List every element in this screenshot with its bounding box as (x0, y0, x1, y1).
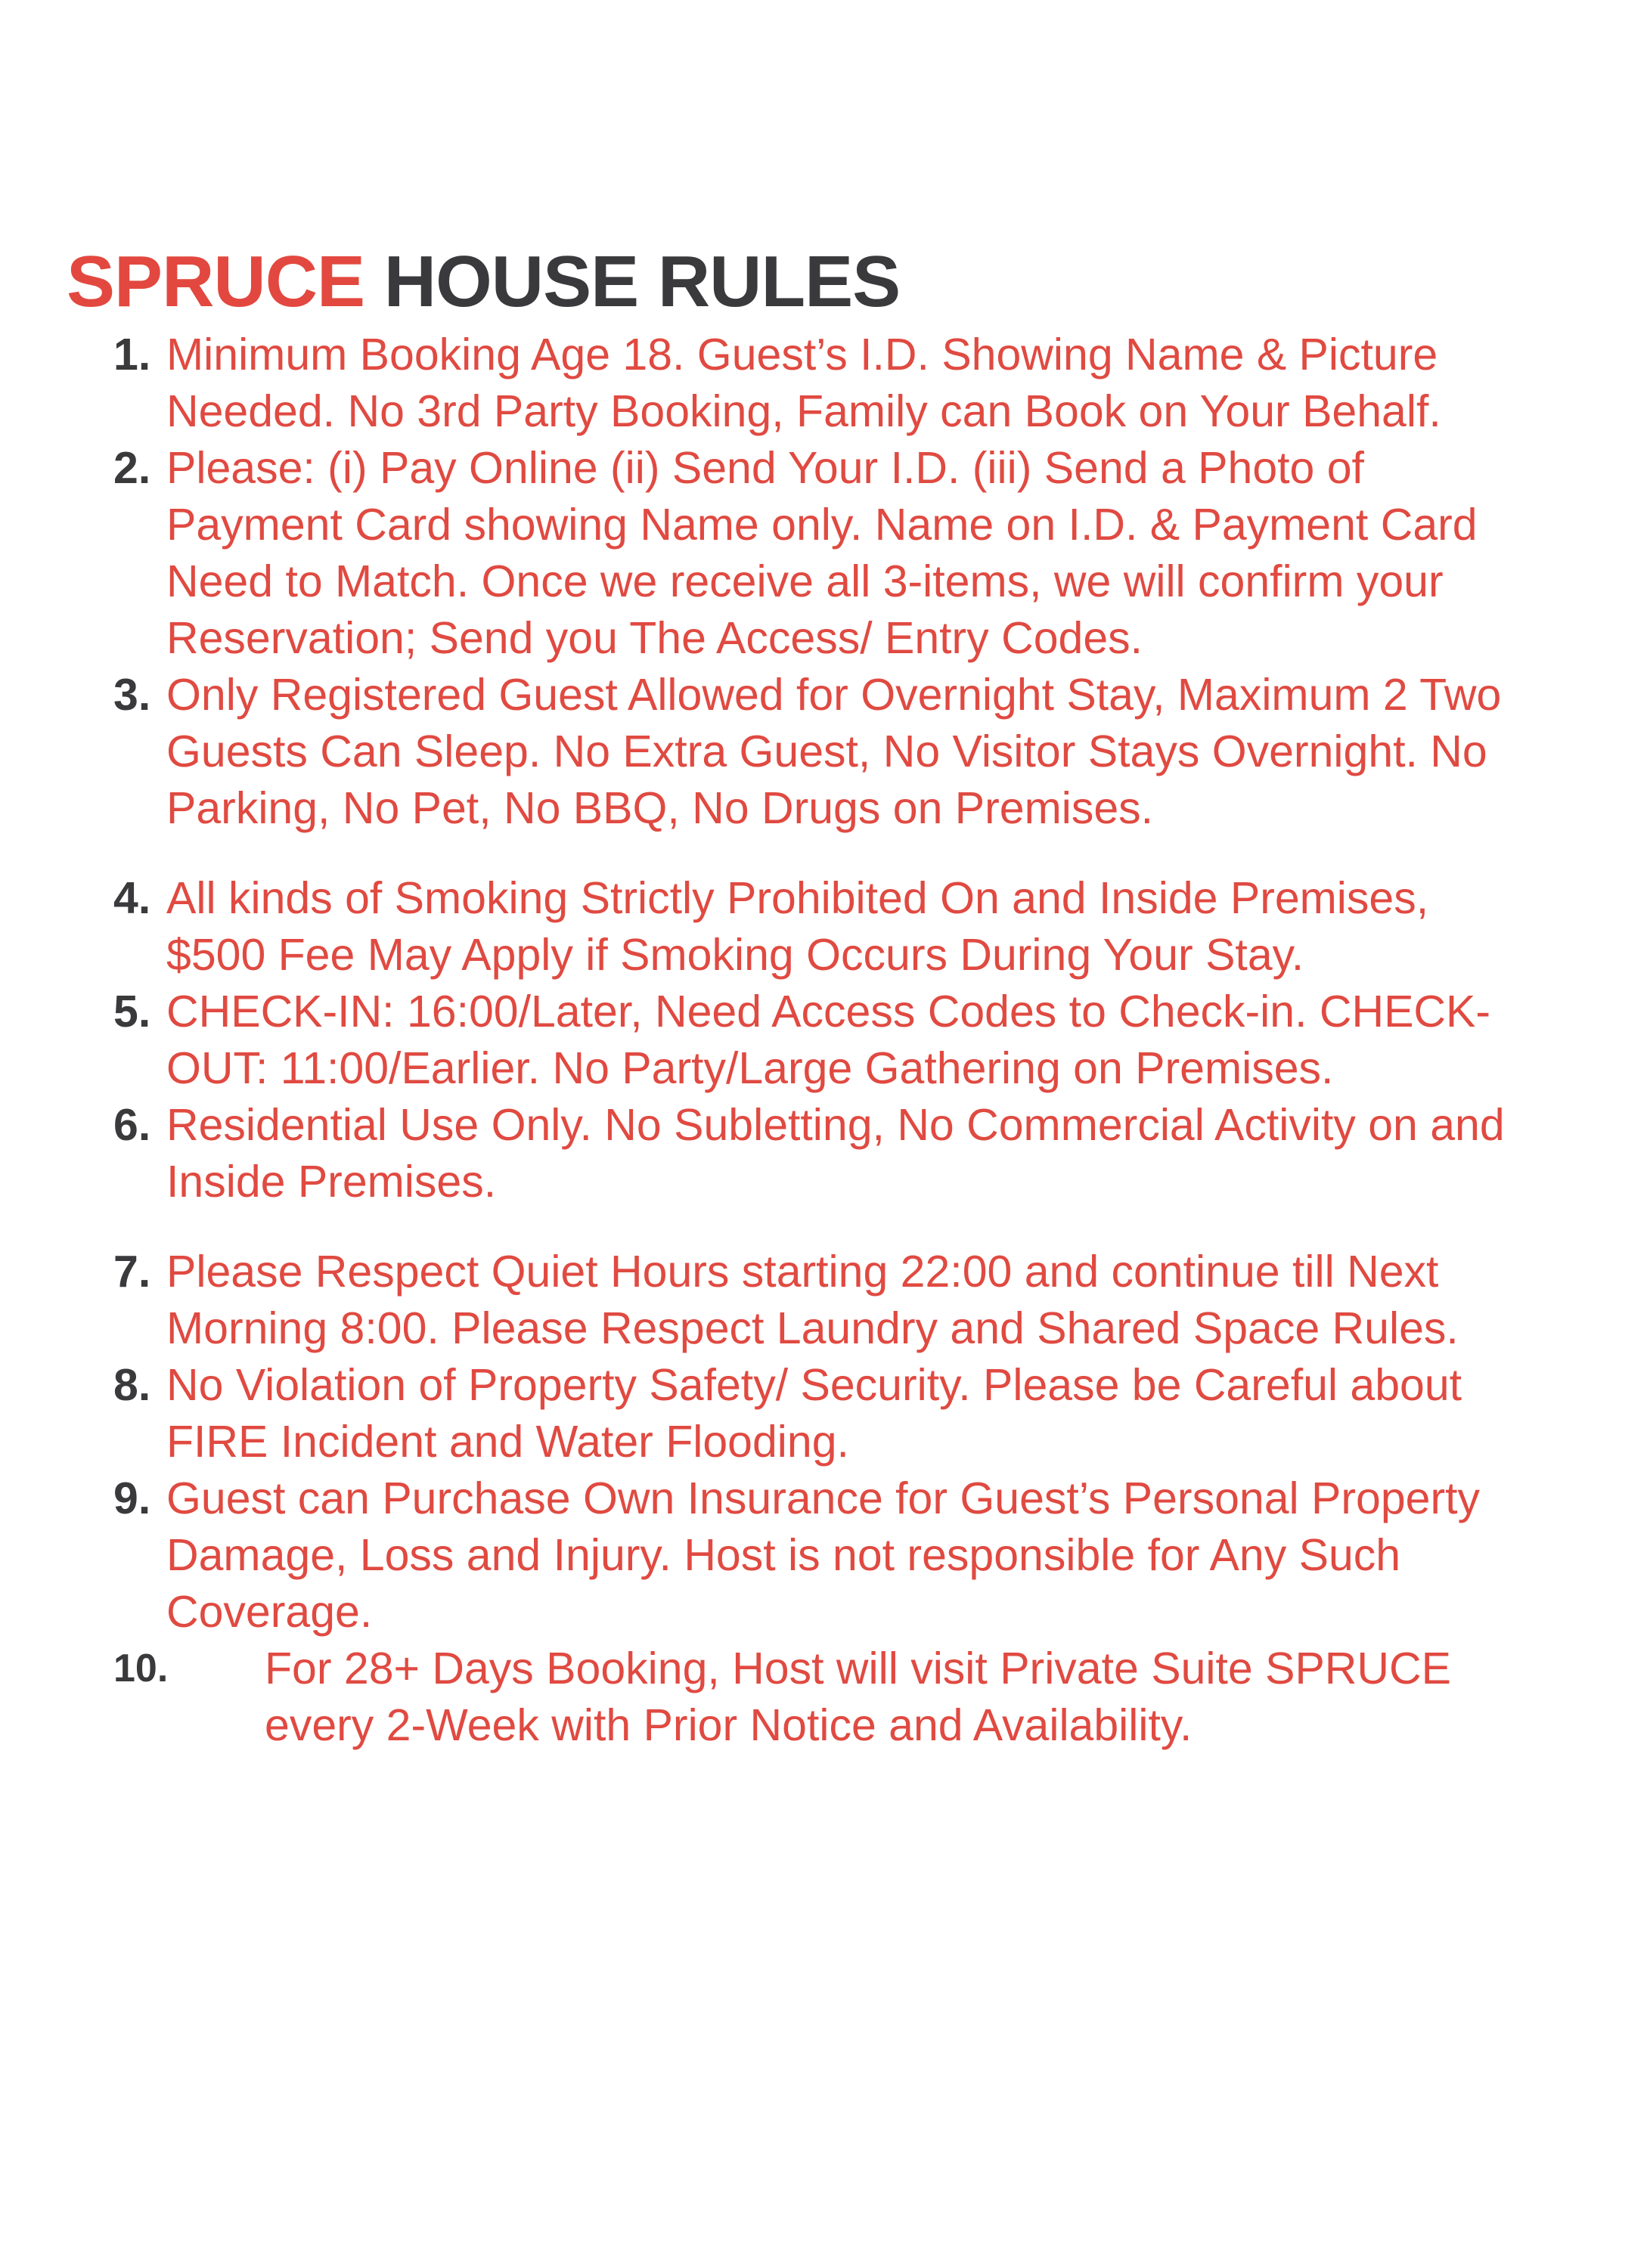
rule-number: 10. (113, 1647, 169, 1690)
rule-line: Need to Match. Once we receive all 3-items, we will confirm your (166, 556, 1444, 606)
rule-line: Minimum Booking Age 18. Guest’s I.D. Showing Name & Picture (166, 330, 1438, 380)
rule-line: CHECK-IN: 16:00/Later, Need Access Codes to Check-in. CHECK- (166, 987, 1491, 1036)
rule-line: No Violation of Property Safety/ Security. Please be Careful about (166, 1360, 1462, 1410)
rule-line: Needed. No 3rd Party Booking, Family can Book on Your Behalf. (166, 386, 1441, 436)
rule-line: OUT: 11:00/Earlier. No Party/Large Gathering on Premises. (166, 1043, 1334, 1093)
rule-line: Damage, Loss and Injury. Host is not responsible for Any Such (166, 1530, 1401, 1580)
rule-item-2 (113, 440, 1596, 667)
rule-number: 2. (113, 443, 151, 493)
rule-line: All kinds of Smoking Strictly Prohibited On and Inside Premises, (166, 873, 1429, 923)
rule-line: $500 Fee May Apply if Smoking Occurs During Your Stay. (166, 930, 1304, 980)
rule-line: Payment Card showing Name only. Name on I.D. & Payment Card (166, 500, 1478, 550)
rule-line: Residential Use Only. No Subletting, No Commercial Activity on and (166, 1100, 1505, 1150)
rule-item-4 (113, 870, 1596, 984)
title-accent: SPRUCE (67, 241, 365, 322)
rule-item-5 (113, 984, 1596, 1097)
rule-number: 9. (113, 1473, 151, 1523)
rule-number: 5. (113, 987, 151, 1036)
rule-line: Guest can Purchase Own Insurance for Guest’s Personal Property (166, 1473, 1480, 1523)
rule-line: For 28+ Days Booking, Host will visit Private Suite SPRUCE (265, 1644, 1451, 1693)
rule-line: Coverage. (166, 1587, 373, 1637)
title-rest: HOUSE RULES (383, 241, 901, 322)
rules-list (113, 327, 1596, 1754)
rule-item-3 (113, 667, 1596, 837)
rule-number: 3. (113, 670, 151, 720)
rule-line: Please Respect Quiet Hours starting 22:00 and continue till Next (166, 1247, 1439, 1297)
rule-line: Parking, No Pet, No BBQ, No Drugs on Premises. (166, 783, 1154, 833)
rule-number: 8. (113, 1360, 151, 1410)
rule-line: Morning 8:00. Please Respect Laundry and Shared Space Rules. (166, 1303, 1459, 1353)
rule-line: FIRE Incident and Water Flooding. (166, 1417, 849, 1467)
rule-item-8 (113, 1357, 1596, 1470)
rule-item-7 (113, 1244, 1596, 1357)
rule-item-1 (113, 327, 1596, 440)
rule-item-6 (113, 1097, 1596, 1210)
page-title (67, 240, 900, 324)
rule-number: 1. (113, 330, 151, 380)
rule-line: Only Registered Guest Allowed for Overnight Stay, Maximum 2 Two (166, 670, 1502, 720)
rule-line: Inside Premises. (166, 1157, 497, 1207)
rule-line: Please: (i) Pay Online (ii) Send Your I.D. (iii) Send a Photo of (166, 443, 1364, 493)
rule-number: 6. (113, 1100, 151, 1150)
rule-line: Reservation; Send you The Access/ Entry Codes. (166, 613, 1143, 663)
rule-number: 4. (113, 873, 151, 923)
rule-item-9 (113, 1470, 1596, 1641)
rule-line: every 2-Week with Prior Notice and Availability. (265, 1700, 1193, 1750)
rule-number: 7. (113, 1247, 151, 1297)
rule-line: Guests Can Sleep. No Extra Guest, No Visitor Stays Overnight. No (166, 727, 1487, 776)
rule-item-10 (113, 1641, 1596, 1754)
